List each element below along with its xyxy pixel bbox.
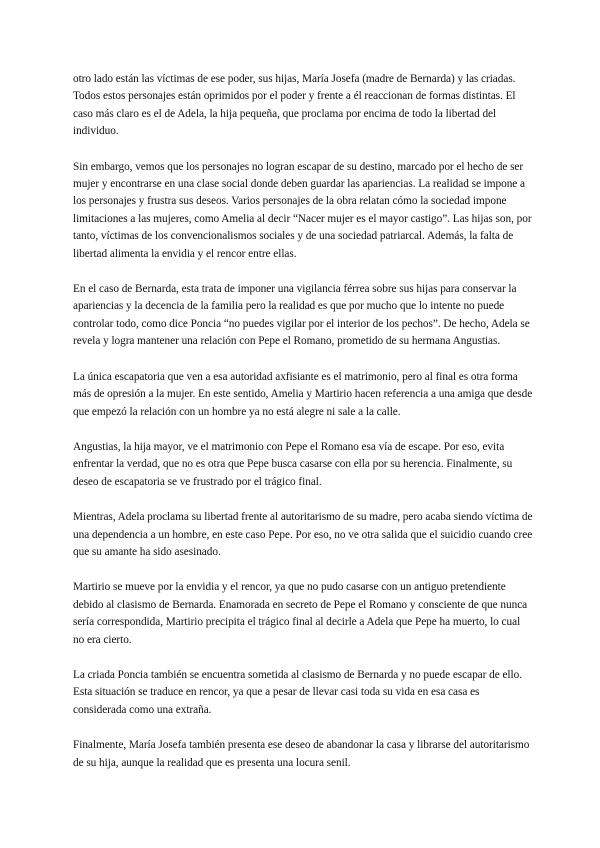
document-body — [73, 71, 533, 790]
paragraph-4: La única escapatoria que ven a esa autoridad axfisiante es el matrimonio, pero al final es otra forma más de opresión a la mujer. En este sentido, Amelia y Martirio hacen referencia a una amiga que desde que empezó la relación con un hombre ya no está alegre ni sale a la calle. — [73, 370, 533, 418]
paragraph-9: Finalmente, María Josefa también presenta ese deseo de abandonar la casa y librarse del autoritarismo de su hija, aunque la realidad que es presenta una locura senil. — [73, 739, 530, 769]
paragraph-3: En el caso de Bernarda, esta trata de imponer una vigilancia férrea sobre sus hijas para conservar la apariencias y la decencia de la familia pero la realidad es que por mucho que lo intente no puede controlar todo, como dice Poncia “no puedes vigilar por el interior de los pechos”. De hecho, Adela se revela y logra mantener una relación con Pepe el Romano, prometido de su hermana Angustias. — [73, 283, 530, 348]
paragraph-8: La criada Poncia también se encuentra sometida al clasismo de Bernarda y no puede escapar de ello. Esta situación se traduce en rencor, ya que a pesar de llevar casi toda su vida en esa casa es considerada como una extraña. — [73, 668, 522, 716]
paragraph-1: otro lado están las víctimas de ese poder, sus hijas, María Josefa (madre de Bernarda) y las criadas. Todos estos personajes están oprimidos por el poder y frente a él reaccionan de formas distintas. El caso más claro es el de Adela, la hija pequeña, que proclama por encima de todo la libertad del individuo. — [73, 73, 516, 138]
paragraph-2: Sin embargo, vemos que los personajes no logran escapar de su destino, marcado por el hecho de ser mujer y encontrarse en una clase social donde deben guardar las apariencias. La realidad se impone a los personajes y frustra sus deseos. Varios personajes de la obra relatan cómo la sociedad impone limitaciones a las mujeres, como Amelia al decir “Nacer mujer es el mayor castigo”. Las hijas son, por tanto, víctimas de los convencionalismos sociales y de una sociedad patriarcal. Además, la falta de libertad alimenta la envidia y el rencor entre ellas. — [73, 160, 532, 260]
paragraph-7: Martirio se mueve por la envidia y el rencor, ya que no pudo casarse con un antiguo pretendiente debido al clasismo de Bernarda. Enamorada en secreto de Pepe el Romano y consciente de que nunca sería correspondida, Martirio precipita el trágico final al decirle a Adela que Pepe ha muerto, lo cual no era cierto. — [73, 581, 528, 646]
paragraph-5: Angustias, la hija mayor, ve el matrimonio con Pepe el Romano esa vía de escape. Por eso, evita enfrentar la verdad, que no es otra que Pepe busca casarse con ella por su herencia. Finalmente, su deseo de escapatoria se ve frustrado por el trágico final. — [73, 440, 513, 488]
paragraph-6: Mientras, Adela proclama su libertad frente al autoritarismo de su madre, pero acaba siendo víctima de una dependencia a un hombre, en este caso Pepe. Por eso, no ve otra salida que el suicidio cuando cree que su amante ha sido asesinado. — [73, 511, 533, 558]
